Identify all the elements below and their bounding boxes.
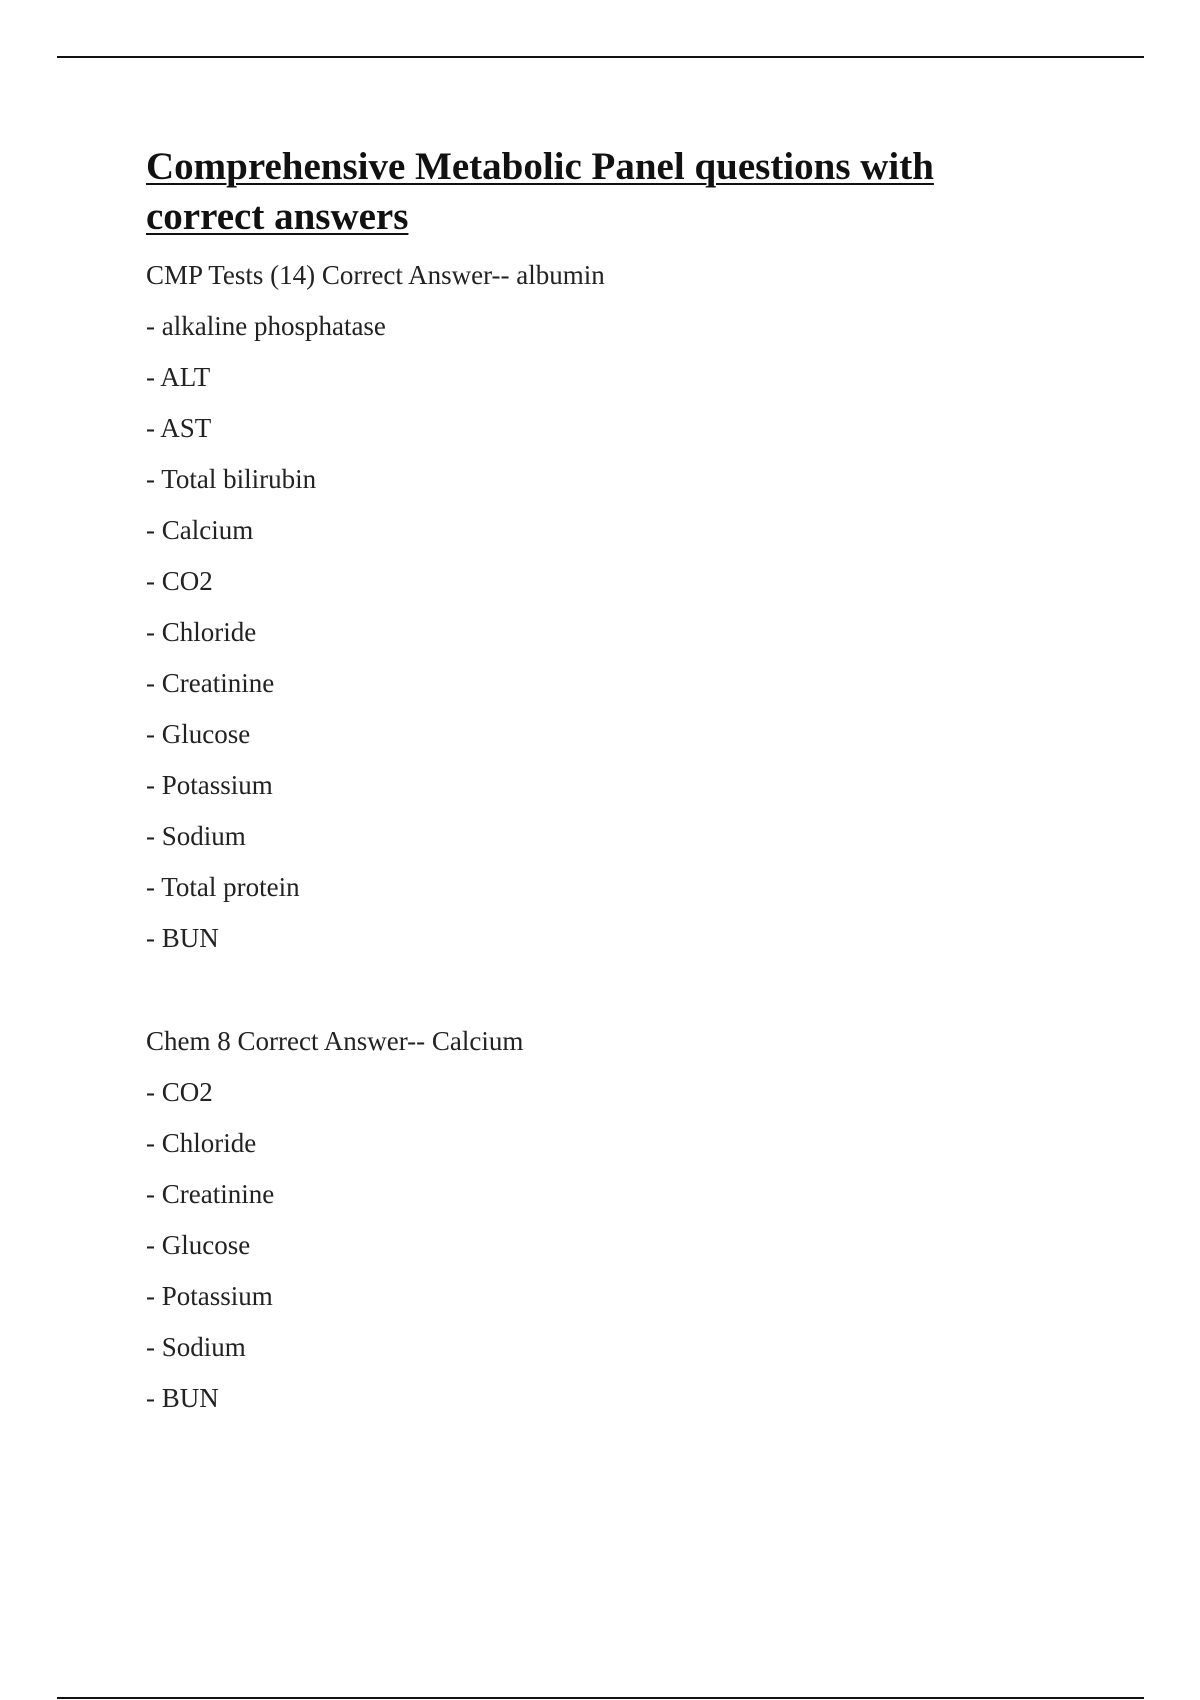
title-line-1: Comprehensive Metabolic Panel questions with [146, 145, 934, 188]
header-rule [57, 56, 1144, 58]
answer-item: - Glucose [146, 719, 251, 749]
answer-item: - Creatinine [146, 668, 275, 698]
answer-item: - Glucose [146, 1230, 251, 1260]
answer-item: - CO2 [146, 1077, 213, 1107]
answer-item: - Potassium [146, 1281, 273, 1311]
answer-marker: Correct Answer-- [321, 260, 510, 290]
answer-marker: Correct Answer-- [237, 1026, 426, 1056]
qa-block-cmp [146, 250, 1086, 964]
answer-item: - Chloride [146, 617, 257, 647]
paragraph-gap [146, 964, 1086, 1016]
question-line [146, 1016, 1086, 1067]
question-line [146, 250, 1086, 301]
answer-item: - ALT [146, 362, 211, 392]
answer-item: - Calcium [146, 515, 254, 545]
question-text: Chem 8 [146, 1026, 231, 1056]
title-line-2: correct answers [146, 195, 409, 238]
document-title [146, 142, 1086, 242]
answer-item: - Chloride [146, 1128, 257, 1158]
answer-item: - CO2 [146, 566, 213, 596]
answer-item: - BUN [146, 1383, 219, 1413]
answer-first-item: albumin [516, 260, 605, 290]
footer-rule [57, 1697, 1144, 1699]
answer-item: - Total protein [146, 872, 300, 902]
answer-first-item: Calcium [431, 1026, 524, 1056]
answer-item: - Creatinine [146, 1179, 275, 1209]
answer-item: - Sodium [146, 1332, 246, 1362]
answer-item: - BUN [146, 923, 219, 953]
answer-item: - alkaline phosphatase [146, 311, 386, 341]
document-content [146, 142, 1086, 1424]
question-text: CMP Tests (14) [146, 260, 316, 290]
answer-item: - AST [146, 413, 212, 443]
answer-item: - Potassium [146, 770, 273, 800]
qa-block-chem8 [146, 1016, 1086, 1424]
answer-item: - Total bilirubin [146, 464, 317, 494]
answer-item: - Sodium [146, 821, 246, 851]
